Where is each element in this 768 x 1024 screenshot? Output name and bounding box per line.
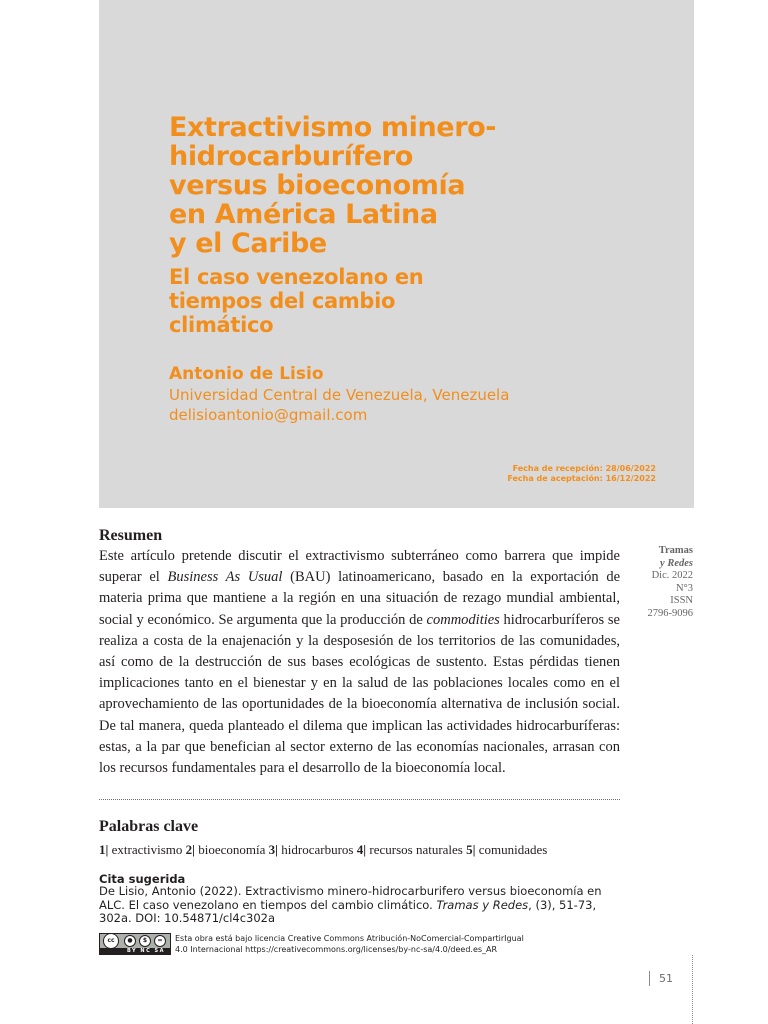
keyword: comunidades [475,842,548,857]
cc-license-badge[interactable] [99,933,171,955]
abstract-italic-term: Business As Usual [167,569,283,586]
article-subtitle [169,265,529,337]
citation-text [99,885,629,926]
abstract-text-part: Este artículo pretende discutir el extractivismo subterráneo como barrera que impide superar el [99,548,620,586]
license-line: Esta obra está bajo licencia Creative Commons Atribución-NoComercial-CompartirIgual [175,934,524,943]
keyword: hidrocarburos [278,842,357,857]
citation-text-part: , (3), 51-73, 302a. DOI: 10.54871/cl4c302a [99,897,597,925]
keyword-number: 4| [356,842,367,857]
license-text [175,934,615,955]
abstract-text-part: (BAU) latinoamericano, basado en la exportación de materia prima que mantiene a la región en una situación de rezago mundial ambiental, social y económico. Se argumenta que la producción de [99,569,621,628]
received-date: Fecha de recepción: 28/06/2022 [512,464,656,473]
subtitle-line: El caso venezolano en [169,265,424,289]
keyword: bioeconomía [195,842,269,857]
title-line: versus bioeconomía [169,170,466,201]
title-line: Extractivismo minero- [169,112,497,143]
citation-journal: Tramas y Redes [436,897,529,912]
section-divider [99,799,620,800]
abstract-text [99,546,620,779]
journal-name-sub: y Redes [660,557,693,569]
article-title [169,113,589,258]
license-line[interactable]: 4.0 Internacional https://creativecommons.org/licenses/by-nc-sa/4.0/deed.es_AR [175,944,498,954]
citation-heading: Cita sugerida [99,872,186,886]
sharealike-icon: = [154,935,166,947]
issn-number: 2796-9096 [647,607,693,619]
abstract-text-part: hidrocarburíferos se realiza a costa de la enajenación y la desposesión de los territorios de las comunidades, así como de la destrucción de sus bases ecológicas de sustento. Estas pérdidas tienen implicaciones tanto en el bienestar y en la salud de las poblaciones locales como en el aprovechamiento de las oportunidades de la bioeconomía alternativa de inclusión social. De tal manera, queda planteado el dilema que implican las actividades hidrocarburíferas: estas, a la par que benefician al sector externo de las economías nacionales, arrasan con los recursos fundamentales para el desarrollo de la bioeconomía local. [99,611,620,777]
abstract-heading: Resumen [99,527,163,544]
citation-text-part: De Lisio, Antonio (2022). Extractivismo minero-hidrocarburifero versus bioeconomía en ALC. El caso venezolano en tiempos del cambio climático. [99,884,602,912]
cc-logo-icon: cc [103,933,119,949]
accepted-date: Fecha de aceptación: 16/12/2022 [507,474,656,483]
person-icon: ● [124,935,136,947]
submission-dates [507,464,656,484]
journal-sidebar [648,545,694,620]
issn-label: ISSN [670,595,693,606]
issue-number: N°3 [675,582,693,594]
keyword: recursos naturales [366,842,467,857]
subtitle-line: climático [169,313,274,337]
keyword-number: 1| [99,842,109,857]
subtitle-line: tiempos del cambio [169,289,396,313]
title-line: hidrocarburífero [169,141,413,172]
keywords-heading: Palabras clave [99,818,199,835]
margin-dotted-rule [692,955,693,1024]
author-affiliation: Universidad Central de Venezuela, Venezuela [169,386,510,404]
keyword: extractivismo [108,842,186,857]
author-name: Antonio de Lisio [169,364,324,384]
title-line: y el Caribe [169,228,327,259]
cc-badge-label: BY NC SA [127,948,165,954]
issue-date: Dic. 2022 [651,570,693,581]
title-line: en América Latina [169,199,438,230]
keywords-list [99,842,547,857]
keyword-number: 3| [268,842,279,857]
journal-name: Tramas [658,545,693,556]
keyword-number: 5| [466,842,476,857]
author-email[interactable]: delisioantonio@gmail.com [169,406,368,424]
page-number: 51 [659,972,673,985]
noncommercial-icon: $ [139,935,151,947]
page-number-separator [649,971,650,986]
abstract-italic-term: commodities [426,611,500,628]
keyword-number: 2| [185,842,196,857]
